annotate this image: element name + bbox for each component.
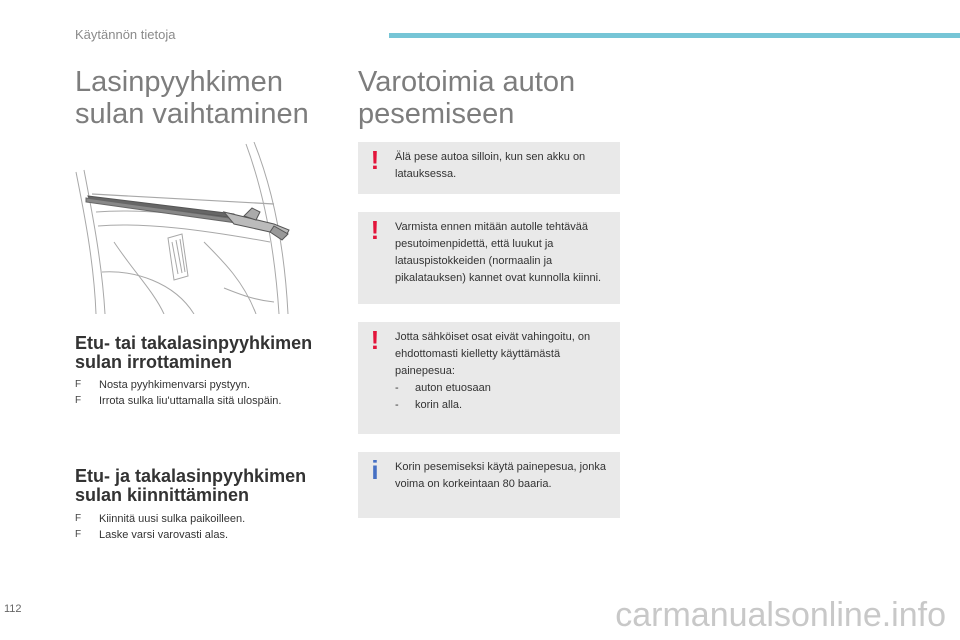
warning-icon: ! <box>370 325 380 355</box>
wiper-blade-title: Lasinpyyhkimen sulan vaihtaminen <box>75 66 309 130</box>
checkbox-bullet-icon: F <box>75 395 82 406</box>
section-accent-bar <box>389 33 960 38</box>
warning-text: Jotta sähköiset osat eivät vahingoitu, on ehdottomasti kielletty käyttämästä painepesua: <box>395 331 591 377</box>
warning-note <box>358 322 620 434</box>
warning-text: Varmista ennen mitään autolle tehtävää pesutoimenpidettä, että luukut ja latauspistokkeiden (normaalin ja pikalatauksen) kannet ovat kunnolla kiinni. <box>395 221 602 284</box>
checkbox-bullet-icon: F <box>75 379 82 390</box>
washing-precautions-title: Varotoimia auton pesemiseen <box>358 66 576 130</box>
list-item: F Nosta pyyhkimenvarsi pystyyn. <box>75 379 250 391</box>
list-item: - korin alla. <box>395 399 463 411</box>
removal-steps <box>75 377 281 409</box>
info-text: Korin pesemiseksi käytä painepesua, jonka voima on korkeintaan 80 baaria. <box>395 461 606 490</box>
checkbox-bullet-icon: F <box>75 513 82 524</box>
fitting-heading: Etu- ja takalasinpyyhkimen sulan kiinnittäminen <box>75 466 307 505</box>
removal-heading: Etu- tai takalasinpyyhkimen sulan irrottaminen <box>75 333 313 372</box>
page-number: 112 <box>4 603 22 615</box>
watermark: carmanualsonline.info <box>615 596 946 634</box>
warning-icon: ! <box>370 145 380 175</box>
section-title: Käytännön tietoja <box>75 27 176 42</box>
list-item: F Laske varsi varovasti alas. <box>75 529 228 541</box>
warning-list <box>395 380 610 414</box>
rear-wiper-illustration <box>74 142 294 314</box>
info-note <box>358 452 620 518</box>
warning-note <box>358 142 620 194</box>
info-icon: i <box>371 455 379 485</box>
list-item: F Irrota sulka liu'uttamalla sitä ulospäin. <box>75 395 282 407</box>
checkbox-bullet-icon: F <box>75 529 82 540</box>
list-item: - auton etuosaan <box>395 382 491 394</box>
fitting-steps <box>75 511 245 543</box>
warning-text: Älä pese autoa silloin, kun sen akku on latauksessa. <box>395 151 586 180</box>
warning-icon: ! <box>370 215 380 245</box>
list-item: F Kiinnitä uusi sulka paikoilleen. <box>75 513 246 525</box>
warning-note <box>358 212 620 304</box>
